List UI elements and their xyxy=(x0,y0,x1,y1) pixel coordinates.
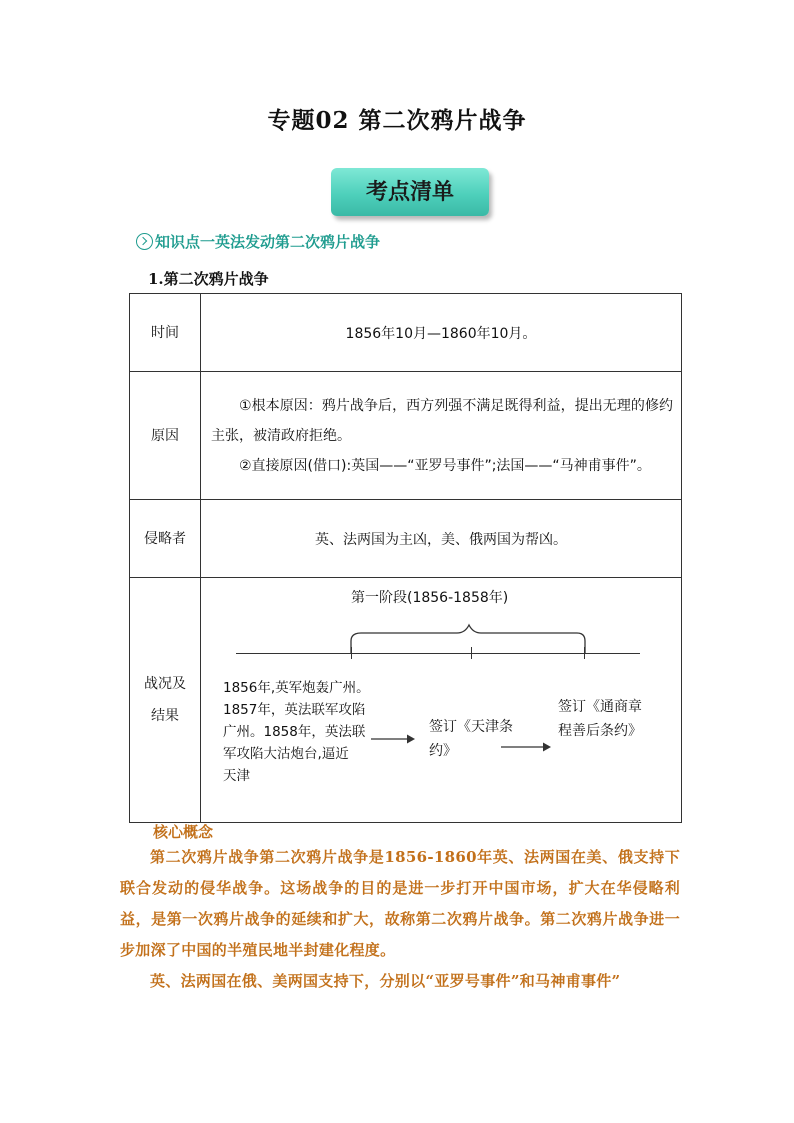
aggressor-label: 侵略者 xyxy=(130,500,201,578)
section-badge: 考点清单 xyxy=(331,168,489,216)
events-line: 军攻陷大沽炮台,逼近 xyxy=(223,746,349,762)
timeline-axis xyxy=(236,653,640,654)
core-concept-section xyxy=(120,822,680,997)
knowledge-point-label: 知识点一英法发动第二次鸦片战争 xyxy=(155,233,381,251)
course-label-line-1: 战况及 xyxy=(144,676,186,692)
cause-cell xyxy=(201,372,682,500)
time-value: 1856年10月—1860年10月。 xyxy=(201,294,682,372)
section-subtitle: 1.第二次鸦片战争 xyxy=(148,270,269,288)
time-label: 时间 xyxy=(130,294,201,372)
course-label-line-2: 结果 xyxy=(151,708,179,724)
timeline-tick xyxy=(351,647,352,659)
events-line: 广州。1858年，英法联 xyxy=(223,724,366,740)
cause-fundamental: ①根本原因：鸦片战争后，西方列强不满足既得利益，提出无理的修约主张，被清政府拒绝。 xyxy=(211,397,673,444)
treaty-trade: 签订《通商章程善后条约》 xyxy=(558,699,642,739)
events-line: 1857年，英法联军攻陷 xyxy=(223,702,366,718)
table-row-time xyxy=(130,294,682,372)
events-text xyxy=(223,677,383,787)
course-label xyxy=(130,578,201,823)
stage-label: 第一阶段(1856-1858年) xyxy=(351,590,509,606)
timeline-diagram xyxy=(201,578,682,823)
cause-direct: ②直接原因(借口):英国——“亚罗号事件”;法国——“马神甫事件”。 xyxy=(239,457,651,474)
table-row-course xyxy=(130,578,682,823)
table-row-aggressor xyxy=(130,500,682,578)
page-title: 专题02 第二次鸦片战争 xyxy=(267,107,527,134)
brace-icon xyxy=(349,623,589,655)
core-concept-paragraph: 英、法两国在俄、美两国支持下，分别以“亚罗号事件”和马神甫事件” xyxy=(150,972,621,990)
aggressor-value: 英、法两国为主凶，美、俄两国为帮凶。 xyxy=(201,500,682,578)
core-concept-paragraph: 第二次鸦片战争第二次鸦片战争是1856-1860年英、法两国在美、俄支持下联合发动的侵华战争。这场战争的目的是进一步打开中国市场，扩大在华侵略利益，是第一次鸦片战争的延续和扩大，故称第二次鸦片战争。第二次鸦片战争进一步加深了中国的半殖民地半封建化程度。 xyxy=(120,848,680,959)
arrow-right-icon xyxy=(501,741,551,753)
events-line: 1856年,英军炮轰广州。 xyxy=(223,680,370,696)
events-line: 天津 xyxy=(223,768,250,784)
cause-label: 原因 xyxy=(130,372,201,500)
table-row-cause xyxy=(130,372,682,500)
core-concept-heading: 核心概念 xyxy=(153,823,214,841)
timeline-tick xyxy=(471,647,472,659)
circle-arrow-icon xyxy=(136,233,153,250)
knowledge-point-heading xyxy=(136,230,380,254)
timeline-tick xyxy=(584,647,585,659)
treaty-tianjin: 签订《天津条约》 xyxy=(429,719,513,759)
arrow-right-icon xyxy=(371,733,415,745)
summary-table xyxy=(129,293,682,823)
